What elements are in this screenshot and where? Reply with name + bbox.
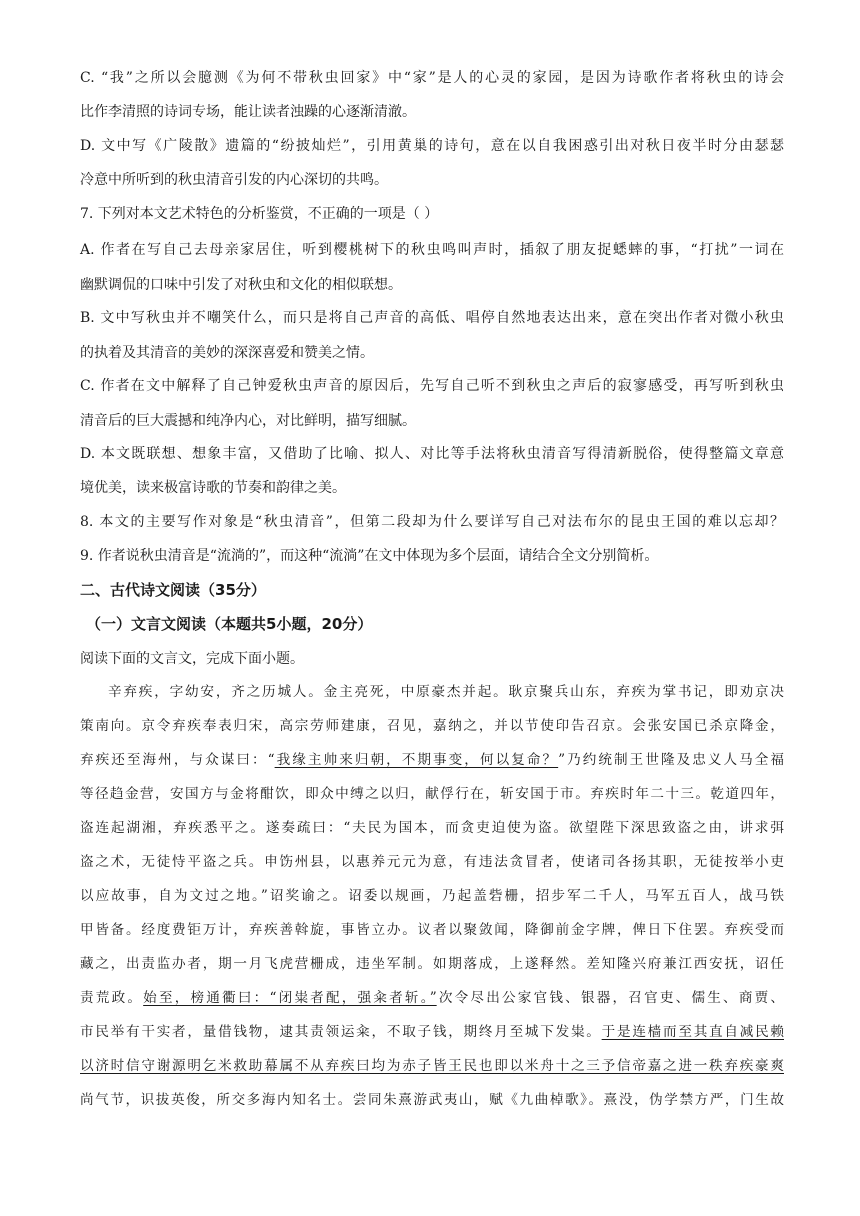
q7-option-c-line1: C. 作者在文中解释了自己钟爱秋虫声音的原因后，先写自己听不到秋虫之声后的寂寥感受，再写听到秋虫 [80,378,784,394]
passage-line: 甲皆备。经度费钜万计，弃疾善斡旋，事皆立办。议者以聚敛闻，降御前金字牌，俾日下住罢。弃疾受而 [80,922,784,938]
q6-option-c-line1: C. “我”之所以会臆测《为何不带秋虫回家》中“家”是人的心灵的家园，是因为诗歌作者将秋虫的诗会 [80,70,784,86]
passage-text: ”乃约统制王世隆及忠义人马全福 [558,752,785,768]
passage-text: 责荒政。 [80,990,144,1006]
q7-option-c-line2: 清音后的巨大震撼和纯净内心，对比鲜明，描写细腻。 [80,413,416,429]
q6-option-d-line2: 冷意中所听到的秋虫清音引发的内心深切的共鸣。 [80,172,388,188]
passage-line: 藏之，出责监办者，期一月飞虎营栅成，违坐军制。如期落成，上遂释然。差知隆兴府兼江西安抚，诏任 [80,956,784,972]
underlined-sentence-2: 始至，榜通衢曰：“闭粜者配，强籴者斩。” [143,990,437,1006]
q6-option-d-line1: D. 文中写《广陵散》遗篇的“纷披灿烂”，引用黄巢的诗句，意在以自我困惑引出对秋日夜半时分由瑟瑟 [80,138,784,154]
passage-text: 次令尽出公家官钱、银器，召官吏、儒生、商贾、 [436,990,785,1006]
q7-option-b-line1: B. 文中写秋虫并不嘲笑什么，而只是将自己声音的高低、唱停自然地表达出来，意在突出作者对微小秋虫 [80,310,784,326]
q7-stem: 7. 下列对本文艺术特色的分析鉴赏，不正确的一项是（ ） [80,206,439,222]
underlined-unpunctuated-passage: 以济时信守谢源明乞米救助幕属不从弃疾曰均为赤子皆王民也即以米舟十之三予信帝嘉之进一秩弃疾豪爽 [80,1058,784,1074]
passage-line [80,750,784,770]
q7-option-d-line2: 境优美，读来极富诗歌的节奏和韵律之美。 [80,480,346,496]
question-9: 9. 作者说秋虫清音是“流淌的”，而这种“流淌”在文中体现为多个层面，请结合全文分别简析。 [80,548,659,564]
passage-line: 以应故事，自为文过之地。”诏奖谕之。诏委以规画，乃起盖砦栅，招步军二千人，马军五百人，战马铁 [80,888,784,904]
q7-option-d-line1: D. 本文既联想、想象丰富，又借助了比喻、拟人、对比等手法将秋虫清音写得清新脱俗，使得整篇文章意 [80,446,784,462]
subsection-heading: （一）文言文阅读（本题共5小题，20分） [86,615,373,633]
q7-option-b-line2: 的执着及其清音的美妙的深深喜爱和赞美之情。 [80,345,374,361]
passage-text: 市民举有干实者，量借钱物，逮其责领运籴，不取子钱，期终月至城下发粜。 [80,1024,602,1040]
passage-line [80,1056,784,1076]
underlined-sentence-1: 我缘主帅来归朝，不期事变，何以复命？ [274,752,559,768]
q7-option-a-line1: A. 作者在写自己去母亲家居住，听到樱桃树下的秋虫鸣叫声时，插叙了朋友捉蟋蟀的事，“打扰”一词在 [80,242,784,258]
passage-line: 等径趋金营，安国方与金将酣饮，即众中缚之以归，献俘行在，斩安国于市。弃疾时年二十三。乾道四年， [80,786,784,802]
underlined-unpunctuated-passage: 于是连樯而至其直自减民赖 [601,1024,784,1040]
q7-option-a-line2: 幽默调侃的口味中引发了对秋虫和文化的相似联想。 [80,277,402,293]
passage-line [80,1022,784,1042]
question-8: 8. 本文的主要写作对象是“秋虫清音”，但第二段却为什么要详写自己对法布尔的昆虫王国的难以忘却？ [80,514,784,530]
passage-line: 辛弃疾，字幼安，齐之历城人。金主亮死，中原豪杰并起。耿京聚兵山东，弃疾为掌书记，即劝京决 [108,684,784,700]
reading-instruction: 阅读下面的文言文，完成下面小题。 [80,651,304,667]
passage-line: 盗之术，无徒恃平盗之兵。申饬州县，以惠养元元为意，有违法贪冒者，使诸司各扬其职，无徒按举小吏 [80,854,784,870]
q6-option-c-line2: 比作李清照的诗词专场，能让读者浊躁的心逐渐清澈。 [80,104,416,120]
passage-line [80,988,784,1008]
passage-line: 盗连起湖湘，弃疾悉平之。遂奏疏曰：“夫民为国本，而贪吏迫使为盗。欲望陛下深思致盗之由，讲求弭 [80,820,784,836]
passage-text: 弃疾还至海州，与众谋曰：“ [80,752,275,768]
passage-line: 尚气节，识拔英俊，所交多海内知名士。尝同朱熹游武夷山，赋《九曲棹歌》。熹没，伪学禁方严，门生故 [80,1092,784,1108]
passage-line: 策南向。京令弃疾奉表归宋，高宗劳师建康，召见，嘉纳之，并以节使印告召京。会张安国已杀京降金， [80,718,784,734]
section-heading: 二、古代诗文阅读（35分） [80,581,266,599]
